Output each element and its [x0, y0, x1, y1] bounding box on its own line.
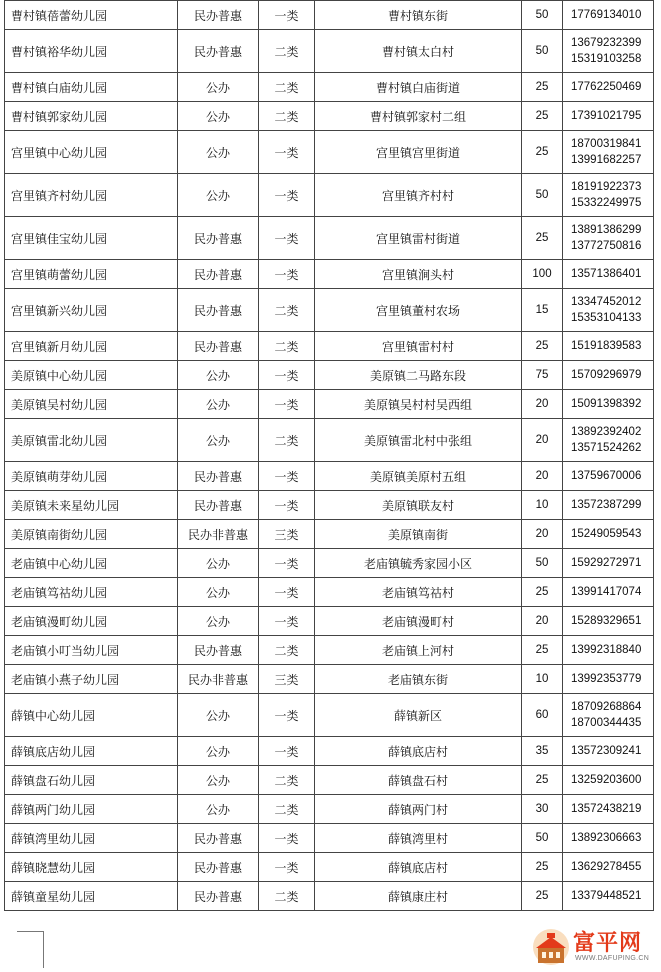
- capacity-cell: 75: [522, 361, 563, 390]
- grade-cell: 一类: [259, 491, 315, 520]
- table-row: [5, 882, 654, 911]
- grade-cell: 一类: [259, 607, 315, 636]
- phone-cell: [563, 766, 654, 795]
- phone-number: 13572387299: [571, 499, 642, 511]
- grade-cell: 一类: [259, 131, 315, 174]
- phone-number: 18700319841: [571, 138, 642, 150]
- ownership-type-cell: 民办普惠: [178, 260, 259, 289]
- grade-cell: 二类: [259, 102, 315, 131]
- table-row: [5, 636, 654, 665]
- watermark-brand: 富平网: [573, 931, 643, 956]
- phone-number: 13347452012: [571, 296, 642, 308]
- capacity-cell: 20: [522, 462, 563, 491]
- phone-number: 13772750816: [571, 240, 642, 252]
- phone-cell: [563, 1, 654, 30]
- grade-cell: 二类: [259, 766, 315, 795]
- phone-number: 18700344435: [571, 717, 642, 729]
- capacity-cell: 20: [522, 390, 563, 419]
- address-cell: 薛镇湾里村: [315, 824, 522, 853]
- phone-number: 13572438219: [571, 803, 642, 815]
- kindergarten-name-cell: 美原镇南街幼儿园: [5, 520, 178, 549]
- watermark-url: WWW.DAFUPING.CN: [575, 955, 650, 962]
- phone-cell: [563, 30, 654, 73]
- phone-cell: [563, 289, 654, 332]
- kindergarten-name-cell: 曹村镇蓓蕾幼儿园: [5, 1, 178, 30]
- grade-cell: 二类: [259, 795, 315, 824]
- ownership-type-cell: 民办普惠: [178, 882, 259, 911]
- ownership-type-cell: 民办非普惠: [178, 665, 259, 694]
- phone-number: 13891386299: [571, 224, 642, 236]
- address-cell: 老庙镇毓秀家园小区: [315, 549, 522, 578]
- kindergarten-name-cell: 老庙镇漫町幼儿园: [5, 607, 178, 636]
- kindergarten-name-cell: 薛镇中心幼儿园: [5, 694, 178, 737]
- grade-cell: 一类: [259, 549, 315, 578]
- address-cell: 美原镇联友村: [315, 491, 522, 520]
- ownership-type-cell: 民办普惠: [178, 491, 259, 520]
- grade-cell: 一类: [259, 1, 315, 30]
- address-cell: 曹村镇东街: [315, 1, 522, 30]
- phone-cell: [563, 361, 654, 390]
- address-cell: 薛镇新区: [315, 694, 522, 737]
- ownership-type-cell: 公办: [178, 578, 259, 607]
- phone-cell: [563, 795, 654, 824]
- ownership-type-cell: 民办普惠: [178, 289, 259, 332]
- ownership-type-cell: 民办普惠: [178, 824, 259, 853]
- grade-cell: 一类: [259, 361, 315, 390]
- phone-cell: [563, 882, 654, 911]
- phone-number: 15091398392: [571, 398, 642, 410]
- address-cell: 美原镇美原村五组: [315, 462, 522, 491]
- kindergarten-name-cell: 美原镇雷北幼儿园: [5, 419, 178, 462]
- ownership-type-cell: 民办普惠: [178, 853, 259, 882]
- table-row: [5, 332, 654, 361]
- kindergarten-name-cell: 宫里镇新月幼儿园: [5, 332, 178, 361]
- table-row: [5, 694, 654, 737]
- address-cell: 曹村镇白庙街道: [315, 73, 522, 102]
- phone-cell: [563, 607, 654, 636]
- phone-number: 13629278455: [571, 861, 642, 873]
- address-cell: 薛镇底店村: [315, 853, 522, 882]
- phone-cell: [563, 131, 654, 174]
- grade-cell: 一类: [259, 853, 315, 882]
- table-row: [5, 578, 654, 607]
- ownership-type-cell: 民办普惠: [178, 217, 259, 260]
- grade-cell: 一类: [259, 694, 315, 737]
- kindergarten-name-cell: 宫里镇萌蕾幼儿园: [5, 260, 178, 289]
- phone-cell: [563, 332, 654, 361]
- phone-number: 13259203600: [571, 774, 642, 786]
- kindergarten-name-cell: 老庙镇笃祜幼儿园: [5, 578, 178, 607]
- ownership-type-cell: 民办普惠: [178, 332, 259, 361]
- ownership-type-cell: 公办: [178, 361, 259, 390]
- table-row: [5, 390, 654, 419]
- capacity-cell: 10: [522, 665, 563, 694]
- address-cell: 宫里镇宫里街道: [315, 131, 522, 174]
- phone-number: 13379448521: [571, 890, 642, 902]
- table-row: [5, 795, 654, 824]
- kindergarten-name-cell: 薛镇底店幼儿园: [5, 737, 178, 766]
- capacity-cell: 25: [522, 882, 563, 911]
- phone-number: 18709268864: [571, 701, 642, 713]
- phone-number: 13572309241: [571, 745, 642, 757]
- table-row: [5, 607, 654, 636]
- address-cell: 薛镇两门村: [315, 795, 522, 824]
- table-row: [5, 260, 654, 289]
- kindergarten-name-cell: 宫里镇齐村幼儿园: [5, 174, 178, 217]
- phone-cell: [563, 419, 654, 462]
- grade-cell: 三类: [259, 665, 315, 694]
- kindergarten-name-cell: 美原镇未来星幼儿园: [5, 491, 178, 520]
- ownership-type-cell: 公办: [178, 795, 259, 824]
- grade-cell: 一类: [259, 260, 315, 289]
- phone-number: 13992318840: [571, 644, 642, 656]
- capacity-cell: 15: [522, 289, 563, 332]
- phone-number: 15332249975: [571, 197, 642, 209]
- phone-number: 15353104133: [571, 312, 642, 324]
- kindergarten-name-cell: 曹村镇裕华幼儿园: [5, 30, 178, 73]
- phone-number: 18191922373: [571, 181, 642, 193]
- table-row: [5, 1, 654, 30]
- ownership-type-cell: 公办: [178, 607, 259, 636]
- ownership-type-cell: 公办: [178, 174, 259, 217]
- phone-number: 17769134010: [571, 9, 642, 21]
- ownership-type-cell: 民办普惠: [178, 30, 259, 73]
- capacity-cell: 50: [522, 30, 563, 73]
- table-row: [5, 174, 654, 217]
- table-body: [5, 1, 654, 911]
- phone-number: 15289329651: [571, 615, 642, 627]
- address-cell: 美原镇雷北村中张组: [315, 419, 522, 462]
- capacity-cell: 25: [522, 332, 563, 361]
- phone-cell: [563, 694, 654, 737]
- phone-number: 13892306663: [571, 832, 642, 844]
- grade-cell: 一类: [259, 578, 315, 607]
- ownership-type-cell: 公办: [178, 73, 259, 102]
- kindergarten-name-cell: 老庙镇中心幼儿园: [5, 549, 178, 578]
- phone-cell: [563, 260, 654, 289]
- ownership-type-cell: 公办: [178, 102, 259, 131]
- capacity-cell: 25: [522, 73, 563, 102]
- address-cell: 宫里镇雷村村: [315, 332, 522, 361]
- table-row: [5, 520, 654, 549]
- kindergarten-name-cell: 宫里镇中心幼儿园: [5, 131, 178, 174]
- phone-number: 13571524262: [571, 442, 642, 454]
- grade-cell: 一类: [259, 390, 315, 419]
- phone-cell: [563, 102, 654, 131]
- address-cell: 宫里镇雷村街道: [315, 217, 522, 260]
- table-row: [5, 131, 654, 174]
- capacity-cell: 20: [522, 607, 563, 636]
- grade-cell: 一类: [259, 824, 315, 853]
- grade-cell: 二类: [259, 332, 315, 361]
- address-cell: 美原镇南街: [315, 520, 522, 549]
- address-cell: 美原镇吴村村吴西组: [315, 390, 522, 419]
- phone-number: 13991417074: [571, 586, 642, 598]
- phone-number: 13992353779: [571, 673, 642, 685]
- ownership-type-cell: 民办普惠: [178, 462, 259, 491]
- kindergarten-name-cell: 美原镇吴村幼儿园: [5, 390, 178, 419]
- table-row: [5, 73, 654, 102]
- table-row: [5, 30, 654, 73]
- ownership-type-cell: 民办非普惠: [178, 520, 259, 549]
- address-cell: 宫里镇涧头村: [315, 260, 522, 289]
- table-row: [5, 102, 654, 131]
- table-row: [5, 549, 654, 578]
- kindergarten-name-cell: 薛镇盘石幼儿园: [5, 766, 178, 795]
- kindergarten-name-cell: 薛镇童星幼儿园: [5, 882, 178, 911]
- capacity-cell: 50: [522, 824, 563, 853]
- table-row: [5, 419, 654, 462]
- phone-cell: [563, 636, 654, 665]
- capacity-cell: 60: [522, 694, 563, 737]
- table-row: [5, 766, 654, 795]
- grade-cell: 二类: [259, 289, 315, 332]
- capacity-cell: 20: [522, 419, 563, 462]
- kindergarten-name-cell: 老庙镇小燕子幼儿园: [5, 665, 178, 694]
- table-row: [5, 665, 654, 694]
- phone-cell: [563, 737, 654, 766]
- kindergarten-name-cell: 薛镇湾里幼儿园: [5, 824, 178, 853]
- page-corner-mark: [17, 931, 44, 968]
- kindergarten-name-cell: 宫里镇新兴幼儿园: [5, 289, 178, 332]
- address-cell: 薛镇康庄村: [315, 882, 522, 911]
- address-cell: 老庙镇笃祜村: [315, 578, 522, 607]
- grade-cell: 二类: [259, 882, 315, 911]
- phone-number: 17762250469: [571, 81, 642, 93]
- address-cell: 宫里镇董村农场: [315, 289, 522, 332]
- table-row: [5, 853, 654, 882]
- ownership-type-cell: 公办: [178, 390, 259, 419]
- phone-number: 13991682257: [571, 154, 642, 166]
- capacity-cell: 10: [522, 491, 563, 520]
- kindergarten-name-cell: 美原镇萌芽幼儿园: [5, 462, 178, 491]
- table-row: [5, 361, 654, 390]
- phone-cell: [563, 520, 654, 549]
- address-cell: 老庙镇东街: [315, 665, 522, 694]
- phone-number: 15191839583: [571, 340, 642, 352]
- table-row: [5, 737, 654, 766]
- capacity-cell: 35: [522, 737, 563, 766]
- ownership-type-cell: 公办: [178, 694, 259, 737]
- capacity-cell: 25: [522, 217, 563, 260]
- grade-cell: 一类: [259, 174, 315, 217]
- capacity-cell: 20: [522, 520, 563, 549]
- capacity-cell: 50: [522, 549, 563, 578]
- phone-cell: [563, 73, 654, 102]
- capacity-cell: 100: [522, 260, 563, 289]
- table-row: [5, 491, 654, 520]
- phone-cell: [563, 390, 654, 419]
- grade-cell: 二类: [259, 73, 315, 102]
- ownership-type-cell: 公办: [178, 419, 259, 462]
- capacity-cell: 25: [522, 766, 563, 795]
- ownership-type-cell: 公办: [178, 737, 259, 766]
- phone-cell: [563, 217, 654, 260]
- phone-number: 13571386401: [571, 268, 642, 280]
- address-cell: 薛镇底店村: [315, 737, 522, 766]
- phone-number: 13679232399: [571, 37, 642, 49]
- phone-cell: [563, 824, 654, 853]
- phone-cell: [563, 853, 654, 882]
- capacity-cell: 25: [522, 853, 563, 882]
- grade-cell: 一类: [259, 737, 315, 766]
- grade-cell: 一类: [259, 217, 315, 260]
- capacity-cell: 25: [522, 636, 563, 665]
- phone-number: 15249059543: [571, 528, 642, 540]
- address-cell: 美原镇二马路东段: [315, 361, 522, 390]
- phone-cell: [563, 462, 654, 491]
- phone-number: 17391021795: [571, 110, 642, 122]
- ownership-type-cell: 公办: [178, 766, 259, 795]
- kindergarten-name-cell: 曹村镇白庙幼儿园: [5, 73, 178, 102]
- phone-number: 15929272971: [571, 557, 642, 569]
- address-cell: 曹村镇郭家村二组: [315, 102, 522, 131]
- kindergarten-name-cell: 薛镇两门幼儿园: [5, 795, 178, 824]
- address-cell: 宫里镇齐村村: [315, 174, 522, 217]
- phone-number: 15709296979: [571, 369, 642, 381]
- table-row: [5, 289, 654, 332]
- grade-cell: 二类: [259, 30, 315, 73]
- grade-cell: 二类: [259, 636, 315, 665]
- capacity-cell: 25: [522, 131, 563, 174]
- table-row: [5, 217, 654, 260]
- address-cell: 老庙镇漫町村: [315, 607, 522, 636]
- phone-cell: [563, 491, 654, 520]
- phone-cell: [563, 174, 654, 217]
- kindergarten-name-cell: 薛镇晓慧幼儿园: [5, 853, 178, 882]
- phone-cell: [563, 549, 654, 578]
- kindergarten-table: [4, 0, 654, 911]
- address-cell: 曹村镇太白村: [315, 30, 522, 73]
- kindergarten-name-cell: 宫里镇佳宝幼儿园: [5, 217, 178, 260]
- capacity-cell: 50: [522, 1, 563, 30]
- ownership-type-cell: 民办普惠: [178, 1, 259, 30]
- kindergarten-name-cell: 老庙镇小叮当幼儿园: [5, 636, 178, 665]
- address-cell: 老庙镇上河村: [315, 636, 522, 665]
- kindergarten-name-cell: 曹村镇郭家幼儿园: [5, 102, 178, 131]
- ownership-type-cell: 公办: [178, 549, 259, 578]
- capacity-cell: 25: [522, 102, 563, 131]
- phone-cell: [563, 665, 654, 694]
- phone-cell: [563, 578, 654, 607]
- capacity-cell: 25: [522, 578, 563, 607]
- grade-cell: 一类: [259, 462, 315, 491]
- ownership-type-cell: 民办普惠: [178, 636, 259, 665]
- capacity-cell: 30: [522, 795, 563, 824]
- phone-number: 13892392402: [571, 426, 642, 438]
- phone-number: 13759670006: [571, 470, 642, 482]
- kindergarten-name-cell: 美原镇中心幼儿园: [5, 361, 178, 390]
- capacity-cell: 50: [522, 174, 563, 217]
- ownership-type-cell: 公办: [178, 131, 259, 174]
- grade-cell: 三类: [259, 520, 315, 549]
- grade-cell: 二类: [259, 419, 315, 462]
- address-cell: 薛镇盘石村: [315, 766, 522, 795]
- table-row: [5, 824, 654, 853]
- phone-number: 15319103258: [571, 53, 642, 65]
- table-row: [5, 462, 654, 491]
